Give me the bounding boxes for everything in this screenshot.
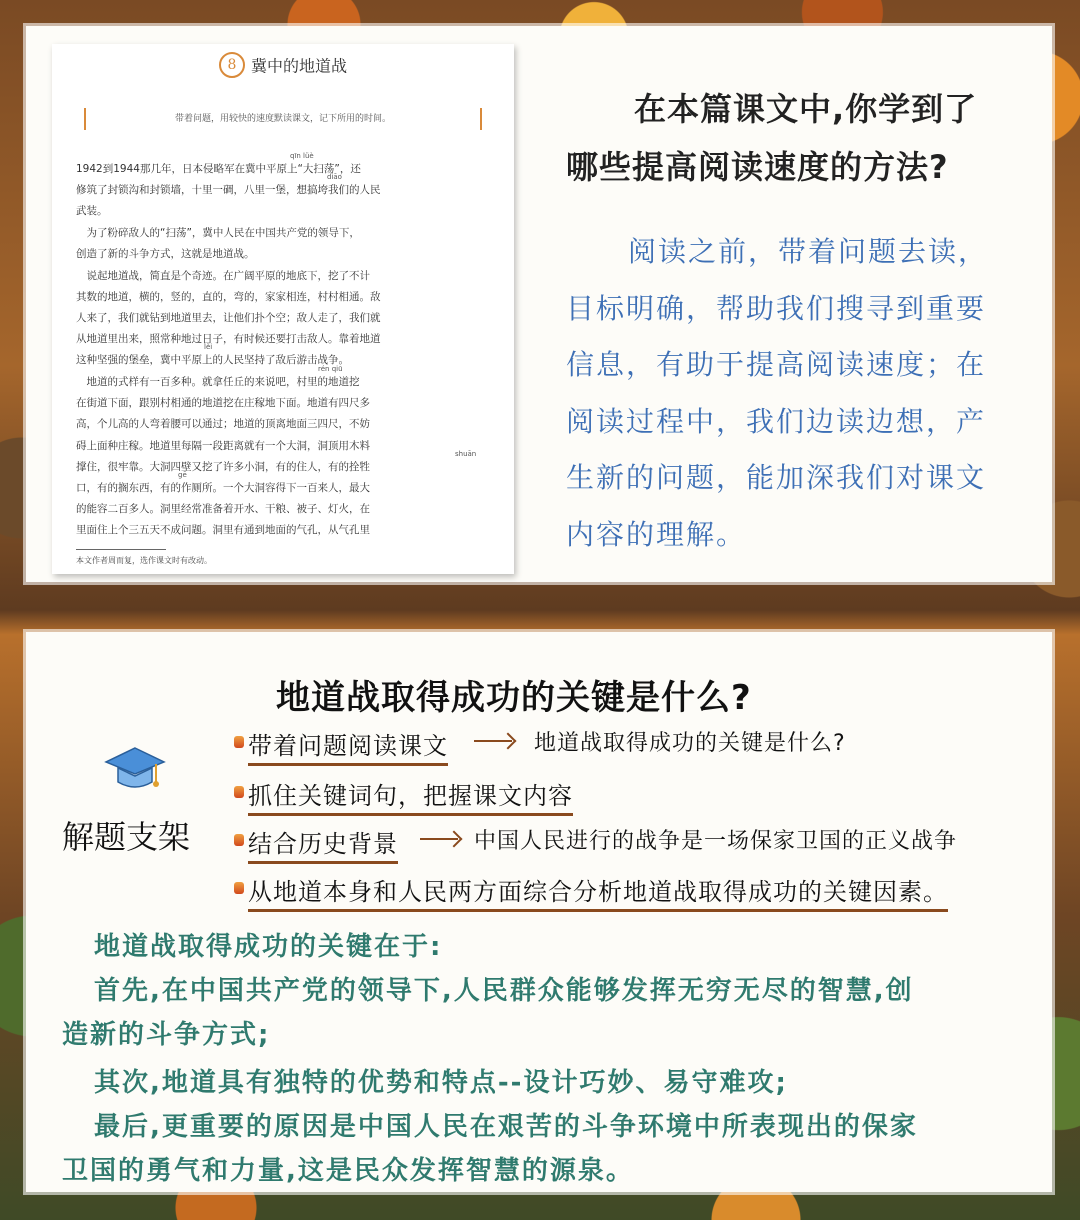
text-line: 地道的式样有一百多种。就拿任丘的来说吧，村里的地道挖	[76, 376, 360, 388]
answer-line: 信息，有助于提高阅读速度；在	[566, 348, 987, 381]
answer-line: 阅读之前，带着问题去读，	[628, 235, 989, 268]
lesson-header	[52, 52, 514, 78]
reading-tip: 带着问题，用较快的速度默读课文，记下所用的时间。	[84, 108, 482, 130]
conclusion-line: 首先,在中国共产党的领导下,人民群众能够发挥无穷无尽的智慧,创	[94, 976, 914, 1006]
step-row	[234, 824, 1044, 860]
lesson-title: 冀中的地道战	[250, 56, 347, 76]
bullet-marker-icon	[234, 786, 244, 798]
pinyin-annotation: shuān	[455, 450, 477, 458]
text-line: 从地道里出来，照常种地过日子，有时候还要打击敌人。靠着地道	[76, 333, 381, 345]
bullet-marker-icon	[234, 834, 244, 846]
question-line-1: 在本篇课文中,你学到了	[634, 90, 978, 128]
conclusion-line: 造新的斗争方式;	[62, 1020, 271, 1050]
answer-line: 阅读过程中，我们边读边想，产	[566, 405, 987, 438]
pinyin-annotation: qīn lüè	[290, 152, 314, 160]
text-line: 碍上面种庄稼。地道里每隔一段距离就有一个大洞，洞顶用木料	[76, 440, 370, 452]
step-text: 抓住关键词句，把握课文内容	[248, 776, 573, 816]
conclusion-line: 最后,更重要的原因是中国人民在艰苦的斗争环境中所表现出的保家	[94, 1112, 918, 1142]
analysis-title: 地道战取得成功的关键是什么?	[276, 678, 752, 718]
answer-line: 目标明确，帮助我们搜寻到重要	[566, 292, 987, 325]
conclusion-line: 卫国的勇气和力量,这是民众发挥智慧的源泉。	[62, 1156, 634, 1186]
framework-label: 解题支架	[62, 818, 191, 856]
answer-line: 内容的理解。	[566, 518, 747, 551]
text-line: 武装。	[76, 205, 108, 217]
step-row	[234, 872, 1014, 908]
question-line-2: 哪些提高阅读速度的方法?	[566, 148, 949, 186]
text-line: 为了粉碎敌人的“扫荡”，冀中人民在中国共产党的领导下，	[76, 227, 360, 239]
pinyin-annotation: rén qiū	[318, 365, 343, 373]
step-text: 带着问题阅读课文	[248, 726, 448, 766]
bullet-marker-icon	[234, 736, 244, 748]
conclusion-line: 其次,地道具有独特的优势和特点--设计巧妙、易守难攻;	[94, 1068, 788, 1098]
text-line: 修筑了封锁沟和封锁墙，十里一碉，八里一堡，想搞垮我们的人民	[76, 184, 381, 196]
text-line: 口，有的搁东西，有的作厕所。一个大洞容得下一百来人，最大	[76, 482, 370, 494]
text-line: 说起地道战，简直是个奇迹。在广阔平原的地底下，挖了不计	[76, 270, 370, 282]
pinyin-annotation: lěi	[204, 343, 213, 351]
bullet-marker-icon	[234, 882, 244, 894]
conclusion-line: 地道战取得成功的关键在于:	[94, 932, 443, 962]
text-line: 里面住上个三五天不成问题。洞里有通到地面的气孔，从气孔里	[76, 524, 370, 536]
step-result: 中国人民进行的战争是一场保家卫国的正义战争	[474, 829, 958, 854]
pinyin-annotation: diāo	[327, 173, 342, 181]
text-line: 创造了新的斗争方式，这就是地道战。	[76, 248, 255, 260]
right-arrow-icon	[474, 740, 512, 742]
text-line: 其数的地道，横的，竖的，直的，弯的，家家相连，村村相通。敌	[76, 291, 381, 303]
step-result: 地道战取得成功的关键是什么?	[534, 731, 846, 756]
pinyin-annotation: gē	[178, 471, 187, 479]
text-line: 这种坚强的堡垒，冀中平原上的人民坚持了敌后游击战争。	[76, 354, 349, 366]
footnote-rule	[76, 549, 166, 550]
text-line: 人来了，我们就钻到地道里去，让他们扑个空；敌人走了，我们就	[76, 312, 381, 324]
step-text: 结合历史背景	[248, 824, 398, 864]
answer-line: 生新的问题，能加深我们对课文	[566, 461, 987, 494]
text-line: 撑住，很牢靠。大洞四壁又挖了许多小洞，有的住人，有的拴牲	[76, 461, 370, 473]
text-line: 的能容二百多人。洞里经常准备着开水、干粮、被子、灯火，在	[76, 503, 370, 515]
step-row	[234, 776, 634, 812]
footnote: 本文作者周而复，选作课文时有改动。	[76, 556, 212, 565]
text-line: 1942到1944那几年，日本侵略军在冀中平原上“大扫荡”，还	[76, 163, 361, 175]
lesson-number: 8	[219, 52, 245, 78]
text-line: 在街道下面，跟别村相通的地道挖在庄稼地下面。地道有四尺多	[76, 397, 370, 409]
text-line: 高，个儿高的人弯着腰可以通过；地道的顶离地面三四尺，不妨	[76, 418, 370, 430]
graduation-cap-icon	[104, 744, 166, 796]
right-arrow-icon	[420, 838, 458, 840]
step-row	[234, 726, 914, 762]
step-text: 从地道本身和人民两方面综合分析地道战取得成功的关键因素。	[248, 872, 948, 912]
